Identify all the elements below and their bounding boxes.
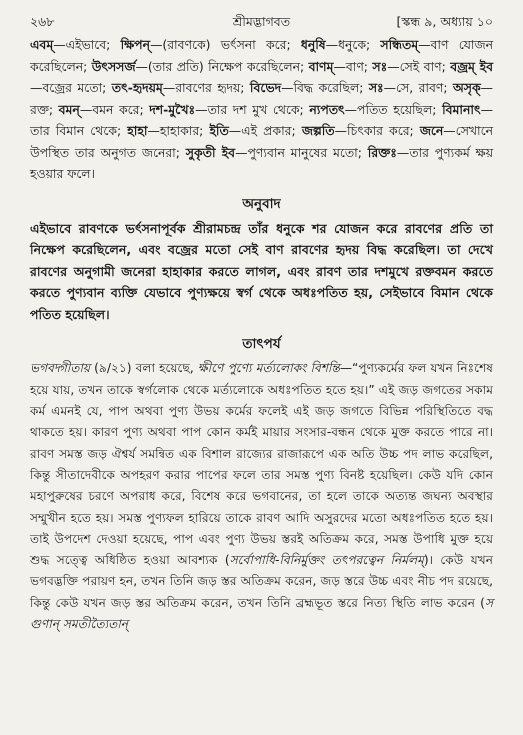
purport-segment: —“পুণ্যকর্মের ফল যখন নিঃশেষ হয়ে যায়, তখন তাকে স্বর্গলোক থেকে মর্ত্যলোকে অধঃপতিত হতে হয়।” এই জড় জগতের সকাম কর্ম এমনই যে, পাপ অথবা পুণ্য উভয় কর্মের ফলেই এই জড় জগতে বিভিন্ন পরিস্থিতিতে বদ্ধ থাকতে হয়। কারণ পুণ্য অথবা পাপ কোন কর্মই মায়ার সংসার-বন্ধন থেকে মুক্ত করতে পারে না। রাবণ সমস্ত জড় ঐশ্বর্য সমন্বিত এক বিশাল রাজ্যের রাজারূপে এক অতি উচ্চ পদ লাভ করেছিল, কিন্তু সীতাদেবীকে অপহরণ করার পাপের ফলে তার সমস্ত পুণ্য বিনষ্ট হয়েছিল। কেউ যদি কোন মহাপুরুষের চরণে অপরাধ করে, বিশেষ করে ভগবানের, তা হলে তাকে অত্যন্ত জঘন্য অবস্থার সম্মুখীন হতে হয়। সমস্ত পুণ্যফল হারিয়ে তাকে রাবণ আদি অসুরদের মতো অধঃপতিত হতে হয়। তাই উপদেশ দেওয়া হয়েছে, পাপ এবং পুণ্য উভয় স্তরই অতিক্রম করে, সমস্ত উপাধি মুক্ত হয়ে শুদ্ধ সত্ত্বে অধিষ্ঠিত হওয়া আবশ্যক ( — [30, 361, 494, 568]
synonym-meaning: —সে, রাবণ; — [383, 80, 454, 95]
purport-segment: (৯/২১) বলা হয়েছে, — [90, 361, 198, 376]
synonym-meaning: —(তার প্রতি) নিক্ষেপ করেছিলেন; — [135, 58, 309, 74]
synonym-word: সঃ — [372, 58, 388, 74]
synonym-word: সুকৃতী ইব — [185, 144, 236, 160]
synonym-meaning: —সেখানে উপস্থিত তার অনুগত জনেরা; — [30, 123, 493, 160]
translation-text: এইভাবে রাবণকে ভর্ৎসনাপূর্বক শ্রীরামচন্দ্র তাঁর ধনুকে শর যোজন করে রাবণের প্রতি তা নিক্ষেপ করেছিলেন, এবং বজ্রের মতো সেই বাণ রাবণের হৃদয় বিদ্ধ করেছিল। তা দেখে রাবণের অনুগামী জনেরা হাহাকার করতে লাগল, এবং রাবণ তার দশমুখে রক্তবমন করতে করতে পুণ্যবান ব্যক্তি যেভাবে পুণ্যক্ষয়ে স্বর্গ থেকে অধঃপতিত হয়, সেইভাবে বিমান থেকে পতিত হয়েছিল। — [30, 220, 493, 322]
synonym-meaning: —চিৎকার করে; — [334, 123, 420, 138]
synonym-word: ইতি — [209, 123, 229, 138]
synonym-meaning: —পুণ্যবান মানুষের মতো; — [235, 144, 368, 160]
synonym-word: ধনুষি — [300, 37, 326, 52]
synonym-meaning: —বাণ যোজন করেছিলেন; — [30, 37, 493, 74]
synonym-word: সন্ধিতম্ — [380, 37, 419, 52]
synonym-word: রিক্তঃ — [367, 144, 397, 160]
canto-chapter: [স্কন্ধ ৯, অধ্যায় ১০ — [396, 14, 493, 29]
purport-segment: )। কেউ যখন ভগবদ্ভক্তি পরায়ণ হন, তখন তিনি জড় স্তর অতিক্রম করেন, জড় স্তরে উচ্চ এবং নীচ পদ রয়েছে, কিন্তু কেউ যখন জড় স্তর অতিক্রম করেন, তখন তিনি ব্রহ্মভূত স্তরে নিত্য স্থিতি লাভ করেন ( — [30, 553, 493, 610]
synonym-meaning: —ধনুকে; — [325, 37, 381, 52]
translation-heading: অনুবাদ — [242, 195, 281, 212]
synonym-word: বজ্রম্ ইব — [450, 58, 493, 74]
synonym-meaning: —তার দশ মুখ থেকে; — [195, 101, 310, 117]
synonym-meaning: —রাবণের হৃদয়; — [162, 80, 250, 95]
synonym-word: বিমানাৎ — [442, 101, 481, 117]
synonym-word: জনে — [419, 123, 444, 138]
synonym-meaning: —পতিত হয়েছিল; — [344, 101, 443, 117]
synonym-word: সঃ — [368, 80, 384, 95]
synonym-meaning: —বমন করে; — [79, 101, 150, 117]
synonym-word: বমন্ — [58, 101, 80, 117]
synonym-meaning: —তার পুণ্যকর্ম ক্ষয় হওয়ার ফলে। — [30, 144, 493, 181]
synonym-meaning: —তার বিমান থেকে; — [30, 101, 493, 138]
synonym-meaning: —বিদ্ধ করেছিল; — [281, 80, 369, 95]
synonym-word: দশ-মুখৈঃ — [149, 101, 196, 117]
synonym-meaning: —এইভাবে; — [53, 37, 121, 52]
book-title: শ্রীমদ্ভাগবত — [232, 14, 291, 29]
purport-heading: তাৎপর্য — [242, 336, 281, 353]
synonym-word: বিভেদ — [249, 80, 282, 95]
page-number: ২৬৮ — [30, 14, 55, 29]
running-header — [30, 10, 493, 34]
purport-text — [30, 358, 493, 635]
synonym-word: হাহা — [127, 123, 148, 138]
synonym-word: উৎসসর্জ — [91, 58, 136, 74]
synonym-meaning: —রক্ত; — [30, 80, 494, 117]
synonym-meaning: —বাণ; — [333, 58, 373, 74]
word-for-word-synonyms — [30, 34, 493, 185]
synonym-meaning: —হাহাকার; — [147, 123, 210, 138]
purport-verse-quote: স গুণান্ সমতীত্যৈতান্ — [30, 595, 493, 632]
purport-verse-quote: সর্বোপাধি-বিনির্মুক্তং তৎপরত্বেন নির্মলম্ — [229, 553, 424, 568]
synonym-word: অসৃক্ — [453, 80, 481, 95]
synonym-word: এবম্ — [30, 37, 54, 52]
synonym-meaning: —(রাবণকে) ভর্ৎসনা করে; — [149, 37, 301, 52]
synonym-word: তৎ-হৃদয়ম্ — [111, 80, 163, 95]
synonym-word: জল্পতি — [301, 123, 335, 138]
synonym-word: ক্ষিপন্ — [120, 37, 150, 52]
synonym-meaning: —এই প্রকার; — [228, 123, 302, 138]
purport-verse-quote: ক্ষীণে পুণ্যে মর্ত্যলোকং বিশন্তি — [197, 361, 340, 376]
synonym-word: বাণম্ — [308, 58, 334, 74]
synonym-meaning: —বজ্রের মতো; — [30, 80, 112, 95]
purport-ref-gita: ভগবদ্গীতায় — [30, 361, 91, 376]
synonym-meaning: —সেই বাণ; — [387, 58, 451, 74]
synonym-word: ন্যপতৎ — [309, 101, 345, 117]
